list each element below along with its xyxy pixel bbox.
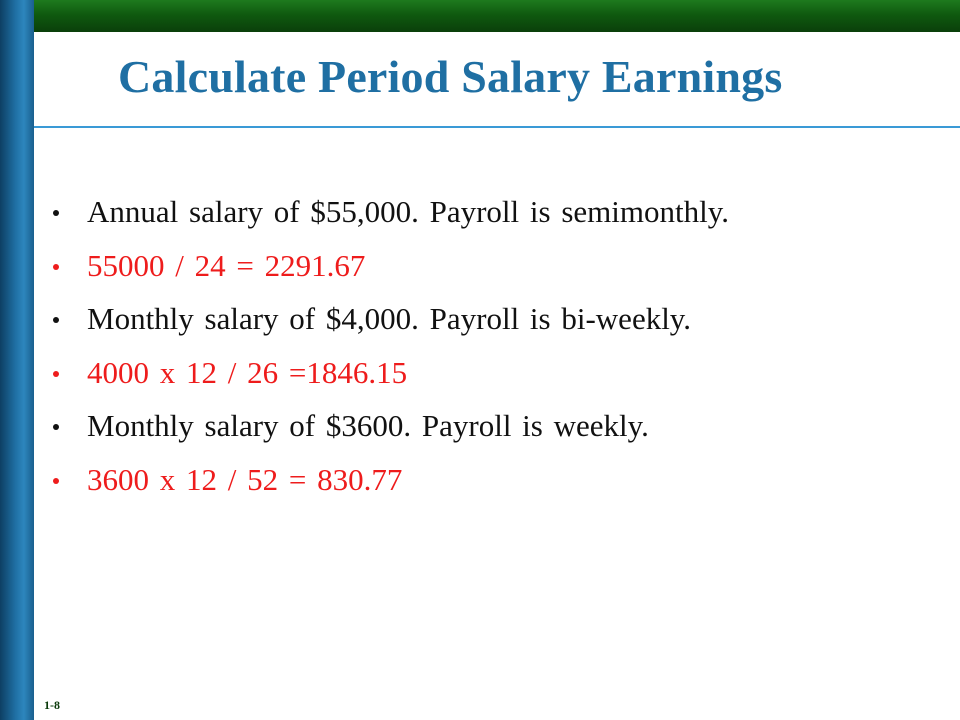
bullet-dot-icon bbox=[53, 317, 59, 323]
bullet-monthly-salary-biweekly bbox=[46, 297, 729, 351]
bullet-dot-icon bbox=[53, 424, 59, 430]
bullet-monthly-salary-weekly bbox=[46, 404, 729, 458]
bullet-text: Monthly salary of $4,000. Payroll is bi-weekly. bbox=[87, 301, 692, 336]
bullet-semimonthly-calc bbox=[46, 244, 729, 298]
bullet-text: Monthly salary of $3600. Payroll is weekly. bbox=[87, 408, 649, 443]
bullet-dot-icon bbox=[53, 210, 59, 216]
slide-title: Calculate Period Salary Earnings bbox=[118, 51, 783, 102]
bullet-text: 55000 / 24 = 2291.67 bbox=[87, 247, 366, 283]
slide-number: 1-8 bbox=[44, 698, 60, 712]
left-accent-bar bbox=[0, 0, 34, 720]
bullet-dot-icon bbox=[53, 371, 59, 377]
top-accent-bar bbox=[34, 0, 960, 32]
bullet-annual-salary bbox=[46, 190, 729, 244]
bullet-dot-icon bbox=[53, 478, 59, 484]
bullet-text: 3600 x 12 / 52 = 830.77 bbox=[87, 461, 403, 497]
bullet-weekly-calc bbox=[46, 458, 729, 512]
title-divider bbox=[34, 126, 960, 128]
bullet-list bbox=[46, 190, 729, 511]
bullet-text: 4000 x 12 / 26 =1846.15 bbox=[87, 354, 408, 390]
bullet-biweekly-calc bbox=[46, 351, 729, 405]
bullet-text: Annual salary of $55,000. Payroll is semimonthly. bbox=[87, 194, 729, 229]
bullet-dot-icon bbox=[53, 264, 59, 270]
